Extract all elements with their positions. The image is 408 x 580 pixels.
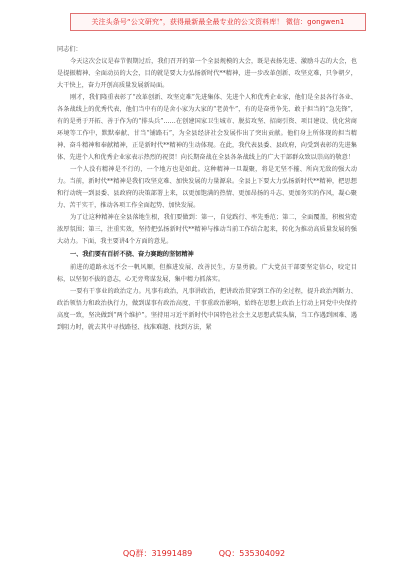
paragraph: 刚才，我们隆重表彰了“改革创新、攻坚克难”先进集体、先进个人和优秀企业家，他们是全县各行各业、各条战线上的优秀代表，他们当中有的是舍小家为大家的“老黄牛”，有的是奋勇争先、敢于担当的“急先锋”，有的是勇于开拓、善于作为的“排头兵”……在创建国家卫生城市、脱贫攻坚、招商引资、项目建设、优化营商环境等工作中，默默奉献、甘当“铺路石”，为全县经济社会发展作出了突出贡献。他们身上所体现的担当精神、奋斗精神和奉献精神，正是新时代**精神的生动体现。在此，我代表县委、县政府，向受到表彰的先进集体、先进个人和优秀企业家表示热烈的祝贺！向长期奋战在全县各条战线上的广大干部群众致以崇高的敬意！: [57, 94, 357, 161]
paragraph: 一要有干事业的政治定力。凡事有政治，凡事讲政治，把讲政治贯穿到工作的全过程，提升政治判断力、政治领悟力和政治执行力，做到谋事有政治高度、干事重政治影响，始终在思想上政治上行动上同党中央保持高度一致，坚决做到“两个维护”。坚持用习近平新时代中国特色社会主义思想武装头脑，当工作遇到困难、遇到阻力时，就去其中寻找路径、找准难题、找到方法，紧: [57, 288, 357, 331]
top-banner: 关注头条号“公文研究”，获得最新最全最专业的公文资料库！ 微信：gongwen1: [70, 13, 366, 31]
salutation: 同志们：: [57, 46, 82, 53]
paragraph: 为了让这种精神在全县落地生根，我们要做到：第一，自觉践行、率先垂范；第二，全面覆盖，积极营造浓厚氛围；第三，注重实效，坚持把弘扬新时代**精神与推动当前工作结合起来，转化为推动高质量发展的强大动力。下面，我主要讲4个方面的意见。: [57, 214, 357, 245]
section-heading: 一、我们要有百折不挠、奋力赛跑的坚韧精神: [70, 251, 194, 258]
footer-contact: [0, 547, 408, 561]
document-body: [57, 44, 357, 551]
paragraph: 今天这次会议是春节假期过后，我们召开的第一个全县规模的大会，既是表扬先进、激励斗志的大会，也是提振精神、全面动员的大会，目的就是要大力弘扬新时代**精神，进一步改革创新、攻坚克难，只争朝夕，大干快上，奋力开创高质量发展新局面。: [57, 58, 357, 89]
paragraph: 一个人没有精神是不行的，一个地方也是如此。这种精神一旦凝聚，将是无坚不摧、所向无敌的强大动力。当前，新时代**精神是我们攻坚克难、加快发展的力量源泉。全县上下要大力弘扬新时代**精神，把思想和行动统一到县委、县政府的决策部署上来，以更加饱满的热情、更加昂扬的斗志、更加务实的作风，凝心聚力、苦干实干，推动各项工作全面起势、加快发展。: [57, 166, 357, 209]
footer-qq-group: QQ群：31991489: [122, 549, 193, 558]
footer-qq: QQ：535304092: [218, 549, 286, 558]
paragraph: 前进的道路永远不会一帆风顺，但推进发展、改善民生，方显勇毅。广大党员干部要坚定信心，咬定目标，以坚韧不拔的意志，心无旁骛谋发展，集中精力抓落实。: [57, 264, 357, 283]
